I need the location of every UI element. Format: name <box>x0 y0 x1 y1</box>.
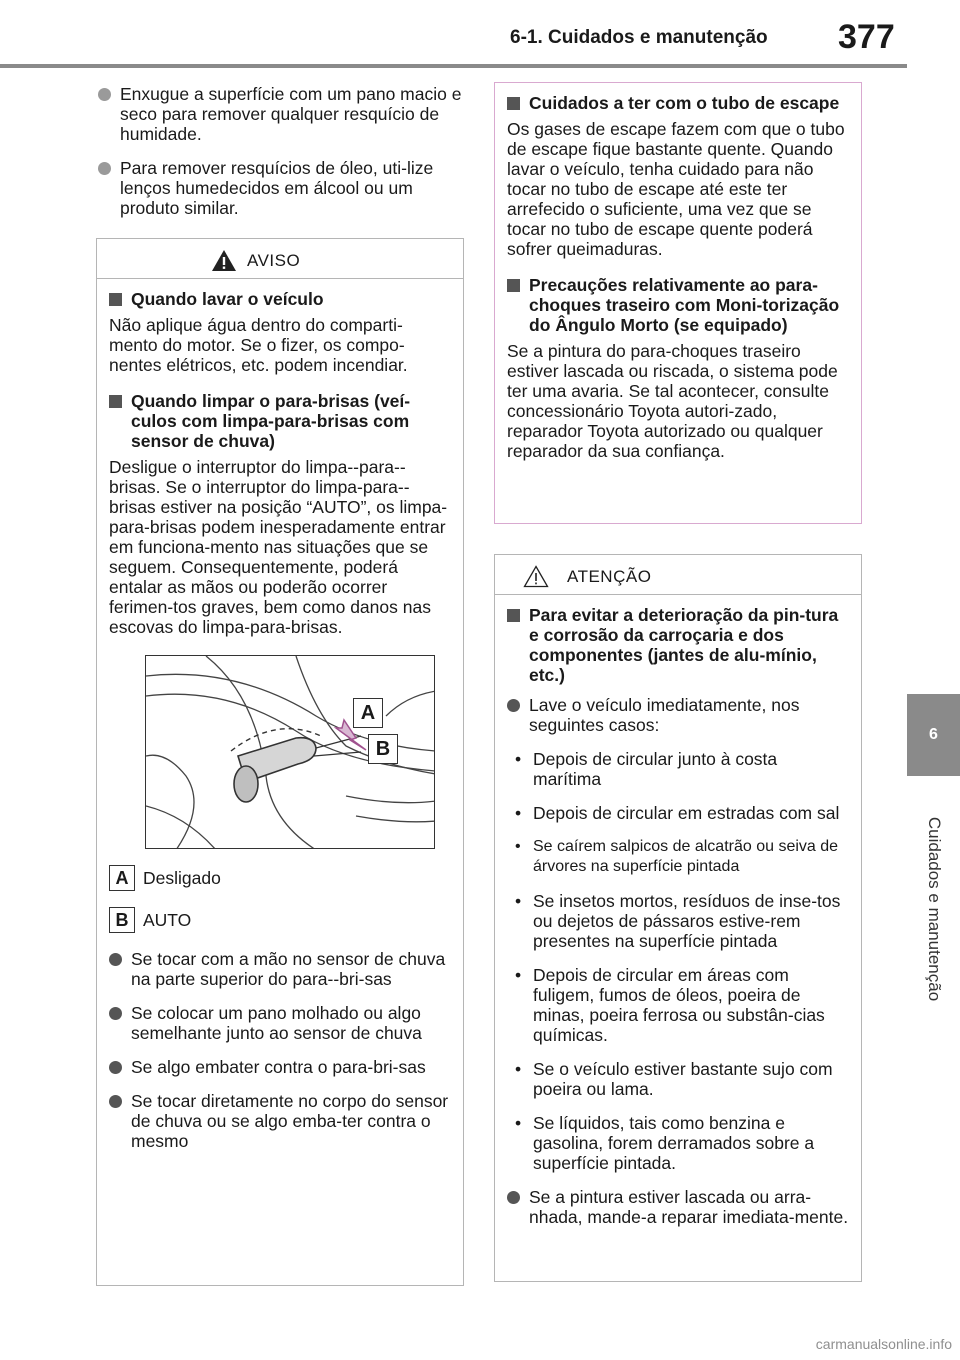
legend-tag: A <box>109 865 135 891</box>
bullet-icon <box>507 1191 520 1204</box>
section-header: 6-1. Cuidados e manutenção <box>510 27 768 48</box>
atencao-box <box>494 554 862 1282</box>
figure-callout-b: B <box>368 734 398 764</box>
aviso-paragraph: Desligue o interruptor do limpa--para--brisas. Se o interruptor do limpa-para--brisas estiver na posição “AUTO”, os limpa-para-brisas podem inesperadamente entrar em funciona-mento nas situações que se seguem. Consequentemente, poderá entalar as mãos ou poderão ocorrer ferimen-tos graves, bem como danos nas escovas do limpa-para-brisas. <box>109 457 448 637</box>
aviso-box <box>96 238 464 1286</box>
exhaust-info-box <box>494 82 862 524</box>
box-paragraph: Os gases de escape fazem com que o tubo de escape fique bastante quente. Quando lavar o veículo, tenha cuidado para não tocar no tubo de escape até este ter arrefecido o suficiente, uma vez que se tocar no tubo de escape quente poderá sofrer queimaduras. <box>507 119 845 259</box>
dash-item: • Depois de circular em áreas com fuligem, fumos de óleos, poeira de minas, poeira ferrosa ou substân-cias químicas. <box>515 965 825 1045</box>
square-bullet-icon <box>507 279 520 292</box>
list-item: Se tocar com a mão no sensor de chuva na parte superior do para--bri-sas <box>109 949 451 989</box>
aviso-title: AVISO <box>247 251 301 270</box>
box-section-title: Precauções relativamente ao para-choques traseiro com Moni-torização do Ângulo Morto (se equipado) <box>507 275 849 335</box>
bullet-icon <box>109 1061 122 1074</box>
page-number: 377 <box>838 18 895 56</box>
aviso-header <box>97 239 463 279</box>
legend-text: AUTO <box>143 909 192 930</box>
aviso-section-title: Quando limpar o para-brisas (veí-culos com limpa-para-brisas com sensor de chuva) <box>109 391 451 451</box>
watermark: carmanualsonline.info <box>815 1336 952 1352</box>
square-bullet-icon <box>507 97 520 110</box>
square-bullet-icon <box>109 293 122 306</box>
legend-tag: B <box>109 907 135 933</box>
legend-text: Desligado <box>143 867 221 888</box>
list-item: Lave o veículo imediatamente, nos seguintes casos: <box>507 695 849 735</box>
dash-item: • Se insetos mortos, resíduos de inse-tos ou dejetos de pássaros estive-rem presentes na superfície pintada <box>515 891 841 951</box>
list-item: Enxugue a superfície com um pano macio e seco para remover qualquer resquício de humidade. <box>98 84 468 144</box>
chapter-tab: 6 <box>907 694 960 776</box>
atencao-title: ATENÇÃO <box>567 567 652 586</box>
dash-item: • Se o veículo estiver bastante sujo com poeira ou lama. <box>515 1059 833 1099</box>
atencao-section-title: Para evitar a deterioração da pin-tura e corrosão da carroçaria e dos componentes (jantes de alu-mínio, etc.) <box>507 605 849 685</box>
chapter-side-label-text: Cuidados e manutenção <box>924 816 944 1002</box>
square-bullet-icon <box>507 609 520 622</box>
bullet-icon <box>109 1095 122 1108</box>
box-section-title: Cuidados a ter com o tubo de escape <box>507 93 849 113</box>
list-item: Se tocar diretamente no corpo do sensor de chuva ou se algo emba-ter contra o mesmo <box>109 1091 451 1151</box>
box-paragraph: Se a pintura do para-choques traseiro estiver lascada ou riscada, o sistema pode ter uma avaria. Se tal acontecer, consulte concessionário Toyota autori-zado, reparador Toyota autorizado ou qualquer reparador da sua confiança. <box>507 341 838 461</box>
dash-item: • Depois de circular em estradas com sal <box>515 803 840 823</box>
dash-item: • Se caírem salpicos de alcatrão ou seiva de árvores na superfície pintada <box>515 838 839 875</box>
legend-item <box>109 907 451 933</box>
bullet-icon <box>109 953 122 966</box>
list-item: Se algo embater contra o para-bri-sas <box>109 1057 451 1077</box>
list-item: Para remover resquícios de óleo, uti-lize lenços humedecidos em álcool ou um produto similar. <box>98 158 468 218</box>
atencao-header <box>495 555 861 595</box>
list-item: Se a pintura estiver lascada ou arra-nhada, mande-a reparar imediata-mente. <box>507 1187 849 1227</box>
aviso-paragraph: Não aplique água dentro do comparti-mento do motor. Se o fizer, os compo-nentes elétricos, etc. podem incendiar. <box>109 315 408 375</box>
left-intro-list <box>98 84 468 232</box>
dash-item: • Depois de circular junto à costa marítima <box>515 749 778 789</box>
bullet-icon <box>98 88 111 101</box>
list-item: Se colocar um pano molhado ou algo semelhante junto ao sensor de chuva <box>109 1003 451 1043</box>
bullet-icon <box>98 162 111 175</box>
bullet-icon <box>507 699 520 712</box>
square-bullet-icon <box>109 395 122 408</box>
legend-item <box>109 865 451 891</box>
dash-item: • Se líquidos, tais como benzina e gasolina, forem derramados sobre a superfície pintada. <box>515 1113 815 1173</box>
wiper-switch-figure <box>145 655 435 849</box>
header-rule <box>0 64 907 68</box>
caution-triangle-icon <box>523 565 549 588</box>
bullet-icon <box>109 1007 122 1020</box>
chapter-side-label <box>907 784 960 1034</box>
figure-callout-a: A <box>353 698 383 728</box>
warning-triangle-icon <box>211 249 237 272</box>
aviso-section-title: Quando lavar o veículo <box>109 289 451 309</box>
